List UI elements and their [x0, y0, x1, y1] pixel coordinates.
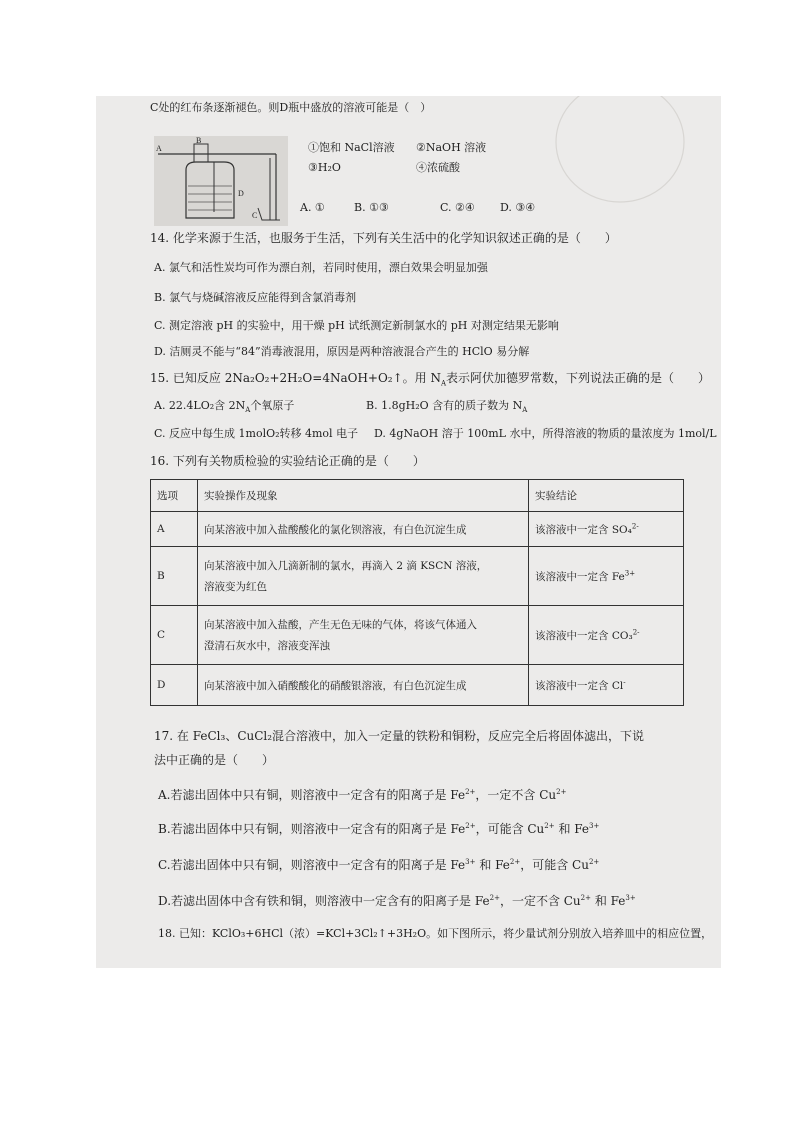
label-b: B: [196, 136, 202, 145]
q17-d-text2: ，一定不含 Cu: [499, 894, 581, 908]
q15-option-a: [154, 398, 294, 418]
q15-stem-sub: A: [440, 379, 447, 388]
q14-option-a: A. 氯气和活性炭均可作为漂白剂，若同时使用，漂白效果会明显加强: [154, 261, 488, 274]
conclusion-charge: 2-: [632, 628, 640, 636]
q15-a-post: 个氧原子: [250, 399, 295, 412]
q17-d-charge2: 2+: [580, 894, 591, 902]
table-row: [151, 665, 684, 706]
conclusion-text: 该溶液中一定含 Cl: [535, 679, 624, 692]
q14-stem: 14. 化学来源于生活，也服务于生活，下列有关生活中的化学知识叙述正确的是（ ）: [150, 231, 617, 245]
q15-stem-part2: 表示阿伏加德罗常数，下列说法正确的是（ ）: [446, 371, 711, 385]
label-d: D: [238, 189, 244, 198]
table-row: [151, 512, 684, 547]
label-a: A: [156, 144, 162, 153]
q17-option-a: [158, 784, 566, 803]
q17-d-text: D.若滤出固体中含有铁和铜，则溶液中一定含有的阳离子是 Fe: [158, 894, 490, 908]
q15-stem: [150, 370, 710, 391]
operation-line-1: 向某溶液中加入硝酸酸化的硝酸银溶液，有白色沉淀生成: [204, 679, 467, 692]
q17-b-charge3: 3+: [589, 822, 600, 830]
q13-choice-d: D. ③④: [500, 201, 536, 214]
conclusion-text: 该溶液中一定含 Fe: [535, 570, 625, 583]
header-operation: 实验操作及现象: [198, 480, 529, 512]
q17-a-text2: ，一定不含 Cu: [475, 788, 557, 802]
q17-option-b: [158, 818, 599, 837]
row-operation: [198, 512, 529, 547]
q17-c-charge1: 3+: [465, 858, 476, 866]
q13-option-1: ①饱和 NaCl溶液: [308, 141, 395, 154]
q17-stem-line2: 法中正确的是（ ）: [154, 753, 275, 767]
row-conclusion: [529, 547, 684, 606]
q17-a-charge1: 2+: [465, 788, 476, 796]
operation-line-2: 澄清石灰水中，溶液变浑浊: [204, 640, 330, 652]
q15-a-sub: A: [245, 406, 251, 415]
row-conclusion: [529, 512, 684, 547]
q15-option-d: D. 4gNaOH 溶于 100mL 水中，所得溶液的物质的量浓度为 1mol/L: [374, 427, 717, 440]
label-c: C: [252, 211, 258, 220]
q15-a-text: A. 22.4LO₂含 2N: [154, 399, 246, 412]
q17-c-charge2: 2+: [509, 858, 521, 866]
q17-b-text2: ，可能含 Cu: [475, 822, 545, 836]
q17-option-d: [158, 890, 636, 909]
conclusion-text: 该溶液中一定含 SO₄: [535, 523, 632, 536]
operation-line-1: 向某溶液中加入盐酸，产生无色无味的气体，将该气体通入: [204, 619, 477, 631]
gas-apparatus-figure: [154, 136, 288, 226]
q17-a-text: A.若滤出固体中只有铜，则溶液中一定含有的阳离子是 Fe: [158, 788, 466, 802]
apparatus-drawing: [154, 136, 288, 226]
bleed-through-circle: [524, 96, 714, 216]
q13-option-4: ④浓硫酸: [416, 161, 460, 174]
q17-b-text3: 和 Fe: [554, 822, 590, 836]
q17-d-charge3: 3+: [625, 894, 636, 902]
row-option: A: [151, 512, 198, 547]
row-conclusion: [529, 606, 684, 665]
row-option: D: [151, 665, 198, 706]
q14-option-b: B. 氯气与烧碱溶液反应能得到含氯消毒剂: [154, 291, 357, 304]
q17-b-charge2: 2+: [544, 822, 555, 830]
row-option: B: [151, 547, 198, 606]
table-row: [151, 547, 684, 606]
operation-line-2: 溶液变为红色: [204, 581, 267, 593]
row-conclusion: [529, 665, 684, 706]
q17-c-text: C.若滤出固体中只有铜，则溶液中一定含有的阳离子是 Fe: [158, 858, 466, 872]
q17-c-text3: ，可能含 Cu: [520, 858, 589, 872]
operation-line-1: 向某溶液中加入盐酸酸化的氯化钡溶液，有白色沉淀生成: [204, 523, 467, 536]
q15-stem-part1: 15. 已知反应 2Na₂O₂+2H₂O=4NaOH+O₂↑。用 N: [150, 371, 441, 385]
row-operation: [198, 606, 529, 665]
operation-line-1: 向某溶液中加入几滴新制的氯水，再滴入 2 滴 KSCN 溶液，: [204, 560, 488, 572]
q17-b-text: B.若滤出固体中只有铜，则溶液中一定含有的阳离子是 Fe: [158, 822, 466, 836]
header-option: 选项: [151, 480, 198, 512]
q13-option-3: ③H₂O: [308, 161, 341, 174]
q14-option-c: C. 测定溶液 pH 的实验中，用干燥 pH 试纸测定新制氯水的 pH 对测定结果无影响: [154, 319, 559, 332]
q17-option-c: [158, 854, 599, 873]
conclusion-charge: 3+: [624, 569, 636, 577]
q16-stem: 16. 下列有关物质检验的实验结论正确的是（ ）: [150, 454, 425, 468]
q13-option-2: ②NaOH 溶液: [416, 141, 487, 154]
q17-d-charge1: 2+: [489, 894, 500, 902]
q17-c-text2: 和 Fe: [475, 858, 510, 872]
q17-d-text3: 和 Fe: [591, 894, 626, 908]
table-row: [151, 606, 684, 665]
q15-b-text: B. 1.8gH₂O 含有的质子数为 N: [366, 399, 523, 412]
conclusion-charge: 2-: [631, 522, 639, 530]
row-operation: [198, 665, 529, 706]
q13-choice-c: C. ②④: [440, 201, 475, 214]
table-header-row: [151, 480, 684, 512]
q17-b-charge1: 2+: [465, 822, 476, 830]
q17-c-charge3: 2+: [588, 858, 600, 866]
header-conclusion: 实验结论: [529, 480, 684, 512]
q18-stem: 18. 已知：KClO₃+6HCl（浓）=KCl+3Cl₂↑+3H₂O。如下图所示，将少量试剂分别放入培养皿中的相应位置，: [158, 927, 713, 940]
q15-b-sub: A: [522, 406, 528, 415]
conclusion-charge: -: [623, 678, 626, 686]
q15-option-c: C. 反应中每生成 1molO₂转移 4mol 电子: [154, 427, 359, 440]
q13-choice-a: A. ①: [300, 201, 325, 214]
conclusion-text: 该溶液中一定含 CO₃: [535, 629, 633, 642]
q13-choice-b: B. ①③: [354, 201, 389, 214]
row-option: C: [151, 606, 198, 665]
q15-option-b: [366, 398, 527, 418]
q14-option-d: D. 洁厕灵不能与“84”消毒液混用，原因是两种溶液混合产生的 HClO 易分解: [154, 345, 530, 358]
q13-stem: C处的红布条逐渐褪色。则D瓶中盛放的溶液可能是（ ）: [150, 101, 432, 114]
q17-stem-line1: 17. 在 FeCl₃、CuCl₂混合溶液中，加入一定量的铁粉和铜粉，反应完全后将固体滤出，下说: [154, 729, 645, 743]
row-operation: [198, 547, 529, 606]
q16-table: [150, 479, 684, 706]
scanned-page: [96, 96, 721, 968]
q17-a-charge2: 2+: [556, 788, 567, 796]
